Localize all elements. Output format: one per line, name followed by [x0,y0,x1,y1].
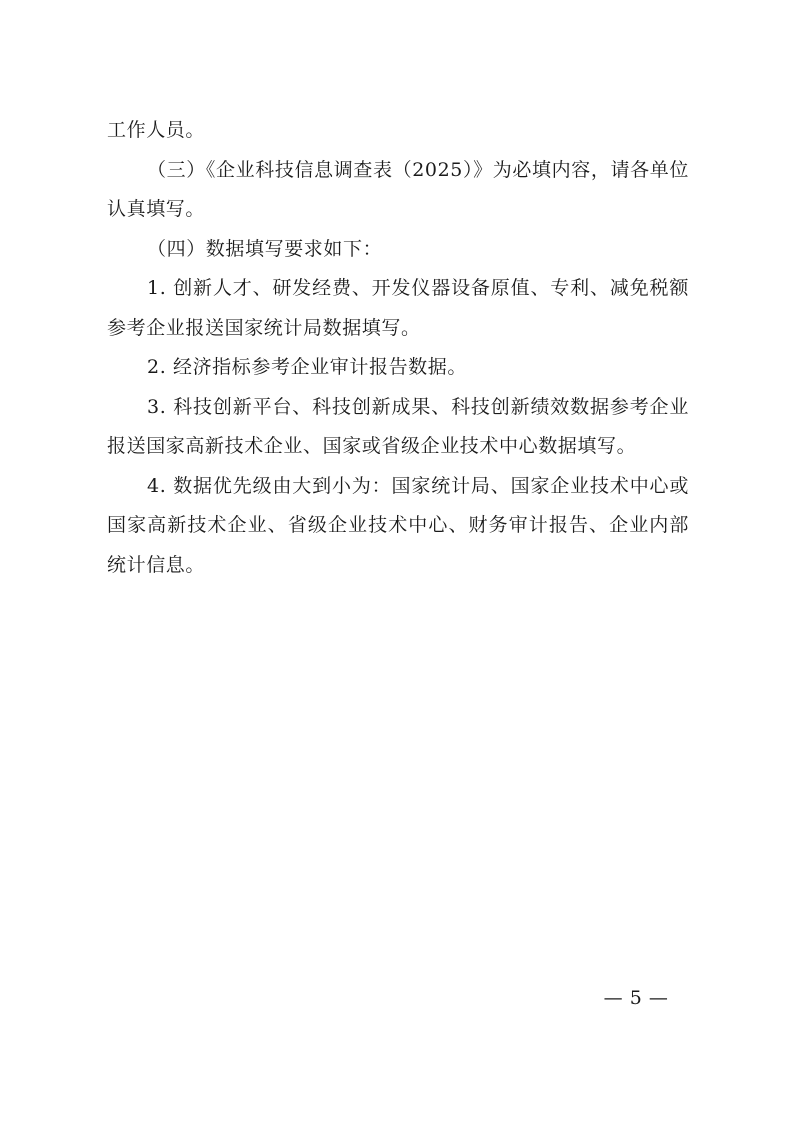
document-body [107,111,689,585]
page-number: — 5 — [603,987,669,1009]
paragraph-item-4: 4. 数据优先级由大到小为：国家统计局、国家企业技术中心或国家高新技术企业、省级企业技术中心、财务审计报告、企业内部统计信息。 [107,474,689,576]
paragraph-section-4-heading: （四）数据填写要求如下： [147,237,383,260]
paragraph-section-3: （三）《企业科技信息调查表（2025）》为必填内容，请各单位认真填写。 [107,158,689,220]
paragraph-continuation: 工作人员。 [107,119,206,141]
paragraph-item-2: 2. 经济指标参考企业审计报告数据。 [147,356,467,378]
paragraph-item-3: 3. 科技创新平台、科技创新成果、科技创新绩效数据参考企业报送国家高新技术企业、国家或省级企业技术中心数据填写。 [107,395,689,457]
paragraph-item-1: 1. 创新人才、研发经费、开发仪器设备原值、专利、减免税额参考企业报送国家统计局数据填写。 [107,277,689,339]
